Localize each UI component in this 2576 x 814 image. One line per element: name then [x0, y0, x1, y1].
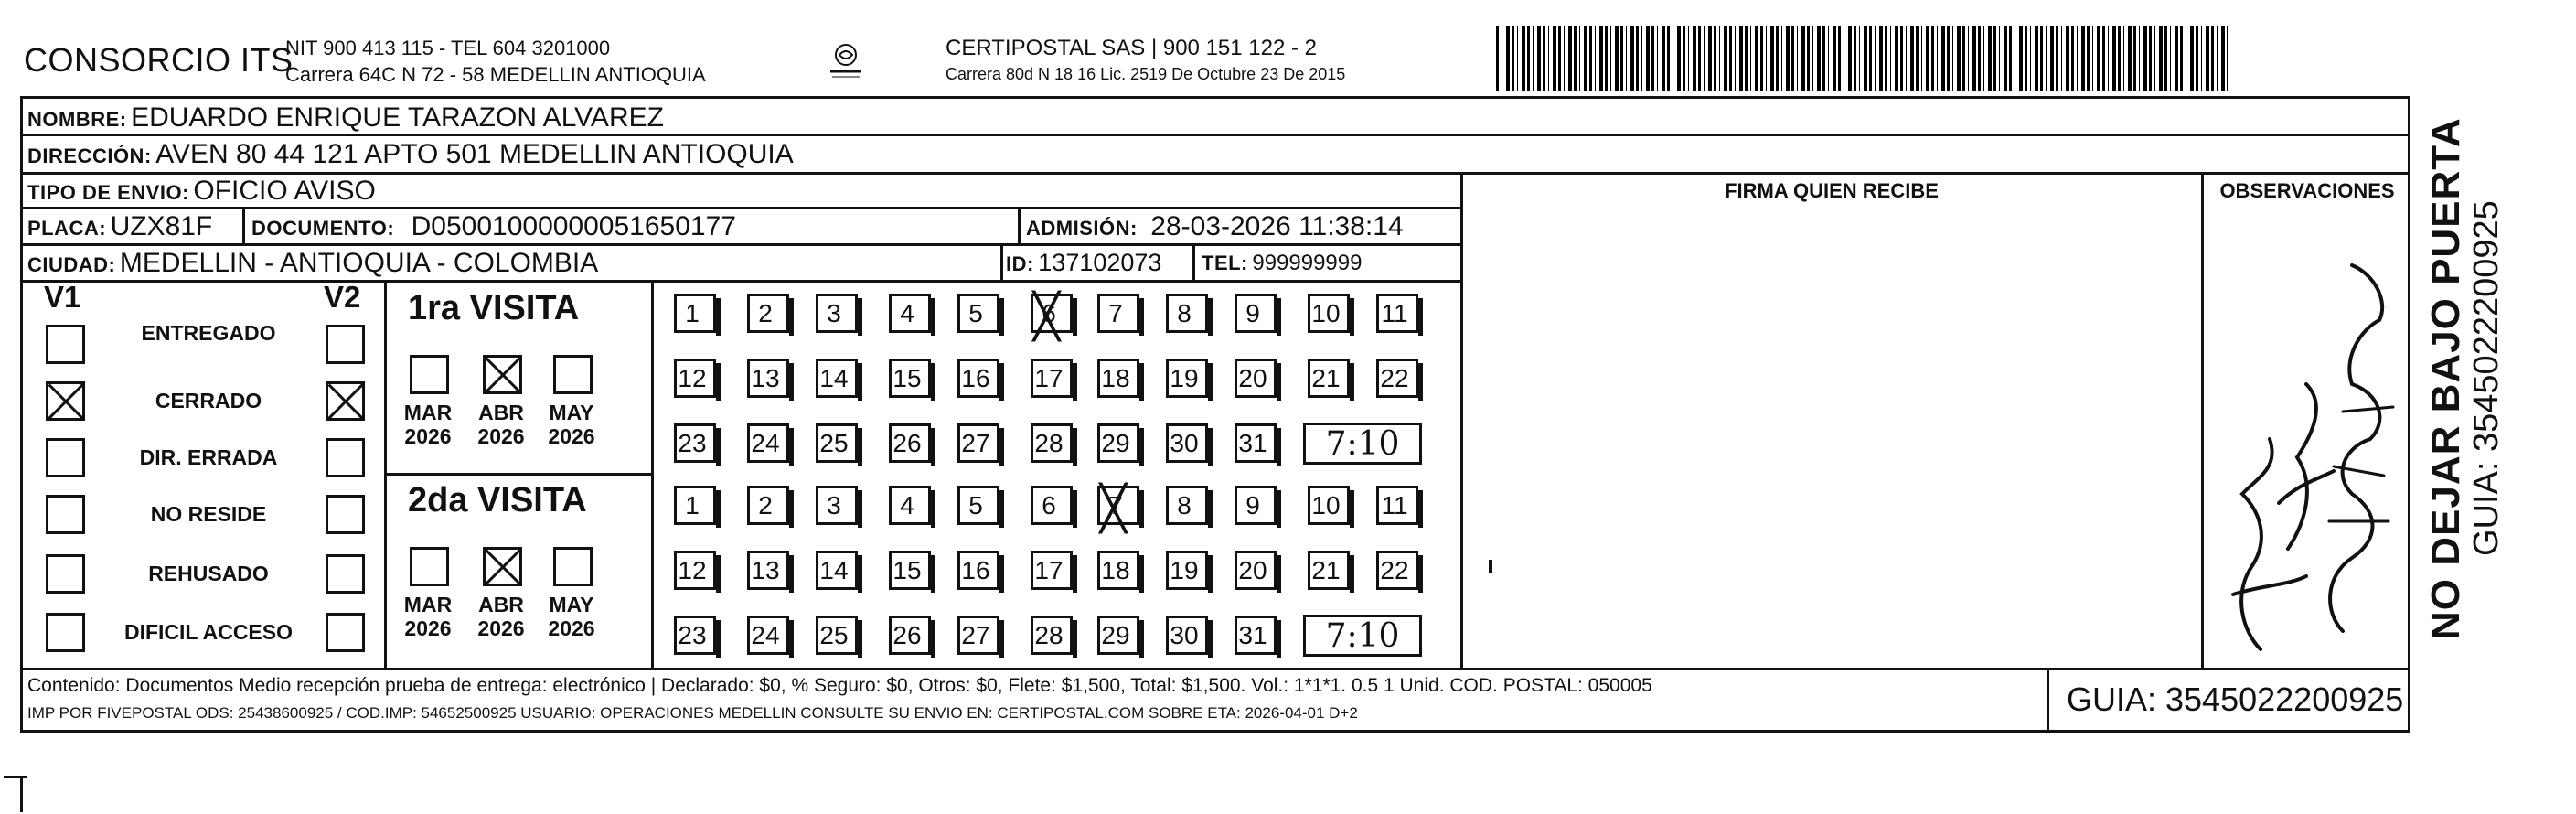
day-box[interactable]: 4 [889, 294, 931, 333]
day-box[interactable]: 31 [1235, 616, 1277, 655]
day-box[interactable]: 8 [1166, 294, 1208, 333]
id-row [1006, 249, 1161, 277]
v2-checkbox[interactable] [326, 613, 365, 652]
month-name: ABR [478, 593, 524, 616]
day-box[interactable]: 23 [674, 616, 716, 655]
day-box[interactable]: 28 [1031, 423, 1073, 463]
nombre-label: NOMBRE: [27, 108, 127, 131]
day-box[interactable]: 8 [1166, 486, 1208, 525]
day-box[interactable]: 22 [1376, 551, 1418, 590]
documento-label: DOCUMENTO: [251, 217, 395, 240]
month-name: ABR [478, 401, 524, 424]
v1-checkbox[interactable] [46, 381, 85, 421]
month-name: MAR [403, 593, 453, 616]
month-year: 2026 [477, 424, 525, 448]
day-box[interactable]: 14 [816, 359, 858, 398]
month-checkbox[interactable] [553, 355, 593, 394]
status-label: CERRADO [155, 389, 262, 412]
tel-value: 999999999 [1252, 251, 1363, 275]
day-box[interactable]: ╳ 6 [1031, 294, 1073, 333]
day-box[interactable]: 20 [1235, 359, 1277, 398]
v2-checkbox[interactable] [326, 554, 365, 594]
admision-value: 28-03-2026 11:38:14 [1150, 211, 1404, 241]
month-year: 2026 [548, 616, 595, 640]
month-year: 2026 [548, 424, 595, 448]
day-box[interactable]: 18 [1097, 551, 1139, 590]
day-box[interactable]: 17 [1031, 551, 1073, 590]
tel-label: TEL: [1202, 252, 1248, 274]
side-guia: GUIA: 3545022200925 [2467, 200, 2506, 556]
tipo-value: OFICIO AVISO [193, 176, 376, 206]
day-box[interactable]: 29 [1097, 616, 1139, 655]
status-label: DIR. ERRADA [139, 445, 278, 469]
month-checkbox[interactable] [483, 355, 522, 394]
carrier-line: CERTIPOSTAL SAS | 900 151 122 - 2 [946, 36, 1317, 60]
day-box[interactable]: 13 [747, 359, 789, 398]
month-label [401, 401, 455, 448]
month-label [544, 593, 599, 640]
v1-checkbox[interactable] [46, 438, 85, 477]
contenido-text: Contenido: Documentos Medio recepción prueba de entrega: electrónico | Declarado: $0, % Seguro: $0, Otros: $0, Flete: $1,500, Total: $1,500. Vol.: 1*1*1. 0.5 1 Unid. COD. POSTAL: 050005 [27, 675, 1652, 696]
status-label: DIFICIL ACCESO [123, 620, 293, 644]
admision-label: ADMISIÓN: [1026, 217, 1138, 240]
day-box[interactable]: ╳ 7 [1097, 486, 1139, 525]
v1-checkbox[interactable] [46, 554, 85, 594]
ciudad-row [27, 248, 598, 279]
day-box[interactable]: 26 [889, 616, 931, 655]
nombre-row [27, 102, 664, 134]
v1-checkbox[interactable] [46, 495, 85, 534]
firma-header: FIRMA QUIEN RECIBE [1725, 179, 1939, 202]
day-box[interactable]: 7 [1097, 294, 1139, 333]
day-box[interactable]: 11 [1376, 486, 1418, 525]
month-label [474, 401, 529, 448]
v1-header: V1 [44, 280, 81, 314]
day-box[interactable]: 26 [889, 423, 931, 463]
month-checkbox[interactable] [553, 547, 593, 586]
day-box[interactable]: 27 [957, 423, 999, 463]
v2-checkbox[interactable] [326, 325, 365, 364]
placa-value: UZX81F [110, 211, 213, 241]
month-year: 2026 [404, 424, 452, 448]
v2-checkbox[interactable] [326, 438, 365, 477]
day-box[interactable]: 25 [816, 423, 858, 463]
barcode [1496, 26, 2228, 91]
footer-guia: GUIA: 3545022200925 [2067, 680, 2404, 718]
month-label [474, 593, 529, 640]
status-label: ENTREGADO [141, 321, 276, 345]
day-box[interactable]: 13 [747, 551, 789, 590]
company-info [285, 35, 706, 88]
day-box[interactable]: 24 [747, 616, 789, 655]
tel-row [1202, 251, 1362, 276]
placa-label: PLACA: [27, 217, 107, 240]
nit-line: NIT 900 413 115 - TEL 604 3201000 [285, 37, 611, 59]
visit-title: 2da VISITA [408, 481, 587, 519]
day-box[interactable]: 6 [1031, 486, 1073, 525]
nombre-value: EDUARDO ENRIQUE TARAZON ALVAREZ [131, 102, 664, 133]
documento-value: D05001000000051650177 [411, 211, 736, 241]
day-box[interactable]: 1 [674, 294, 716, 333]
day-box[interactable]: 28 [1031, 616, 1073, 655]
id-label: ID: [1006, 252, 1034, 275]
day-box[interactable]: 2 [747, 486, 789, 525]
day-box[interactable]: 16 [957, 359, 999, 398]
visit-time: 7:10 [1303, 423, 1422, 465]
stray-mark [1489, 560, 1492, 573]
month-name: MAR [403, 401, 453, 424]
month-checkbox[interactable] [483, 547, 522, 586]
month-name: MAY [549, 593, 594, 616]
tipo-row [27, 176, 376, 207]
day-box[interactable]: 4 [889, 486, 931, 525]
month-year: 2026 [404, 616, 452, 640]
day-box[interactable]: 5 [957, 294, 999, 333]
day-box[interactable]: 16 [957, 551, 999, 590]
v2-header: V2 [324, 280, 361, 314]
day-box[interactable]: 27 [957, 616, 999, 655]
day-box[interactable]: 30 [1166, 423, 1208, 463]
day-box[interactable]: 3 [816, 294, 858, 333]
status-label: NO RESIDE [150, 502, 267, 526]
day-box[interactable]: 23 [674, 423, 716, 463]
visit-title: 1ra VISITA [408, 289, 580, 327]
month-label [401, 593, 455, 640]
ciudad-label: CIUDAD: [27, 253, 116, 276]
margin-mark [20, 776, 23, 812]
day-box[interactable]: 25 [816, 616, 858, 655]
carrier-info [946, 35, 1345, 88]
v1-checkbox[interactable] [46, 613, 85, 652]
carrier-address: Carrera 80d N 18 16 Lic. 2519 De Octubre 23 De 2015 [946, 65, 1346, 83]
ciudad-value: MEDELLIN - ANTIOQUIA - COLOMBIA [119, 248, 599, 278]
day-box[interactable]: 3 [816, 486, 858, 525]
day-box[interactable]: 15 [889, 551, 931, 590]
visit-time: 7:10 [1303, 615, 1422, 657]
day-box[interactable]: 31 [1235, 423, 1277, 463]
tipo-label: TIPO DE ENVIO: [27, 181, 189, 204]
no-dejar-warning: NO DEJAR BAJO PUERTA [2423, 117, 2468, 640]
day-box[interactable]: 17 [1031, 359, 1073, 398]
admision-row [1026, 211, 1404, 242]
month-label [544, 401, 599, 448]
day-box[interactable]: 30 [1166, 616, 1208, 655]
day-box[interactable]: 20 [1235, 551, 1277, 590]
month-name: MAY [549, 401, 594, 424]
day-box[interactable]: 2 [747, 294, 789, 333]
v1-checkbox[interactable] [46, 325, 85, 364]
day-box[interactable]: 9 [1235, 294, 1277, 333]
day-box[interactable]: 21 [1308, 551, 1350, 590]
day-box[interactable]: 5 [957, 486, 999, 525]
v2-checkbox[interactable] [326, 381, 365, 421]
day-box[interactable]: 15 [889, 359, 931, 398]
placa-row [27, 211, 212, 242]
company-address: Carrera 64C N 72 - 58 MEDELLIN ANTIOQUIA [285, 63, 706, 86]
day-box[interactable]: 1 [674, 486, 716, 525]
handwritten-note [2206, 247, 2407, 664]
id-value: 137102073 [1038, 249, 1162, 276]
imp-text: IMP POR FIVEPOSTAL ODS: 25438600925 / COD.IMP: 54652500925 USUARIO: OPERACIONES MEDELLIN CONSULTE SU ENVIO EN: CERTIPOSTAL.COM SOBRE ETA: 2026-04-01 D+2 [27, 704, 1358, 722]
day-box[interactable]: 24 [747, 423, 789, 463]
documento-row [251, 211, 736, 242]
company-name: CONSORCIO ITS [24, 41, 294, 79]
day-box[interactable]: 18 [1097, 359, 1139, 398]
day-box[interactable]: 22 [1376, 359, 1418, 398]
day-box[interactable]: 12 [674, 551, 716, 590]
day-box[interactable]: 19 [1166, 551, 1208, 590]
month-year: 2026 [477, 616, 525, 640]
direccion-value: AVEN 80 44 121 APTO 501 MEDELLIN ANTIOQUIA [155, 139, 794, 169]
direccion-row [27, 139, 794, 170]
direccion-label: DIRECCIÓN: [27, 145, 152, 167]
day-box[interactable]: 19 [1166, 359, 1208, 398]
day-box[interactable]: 10 [1308, 294, 1350, 333]
margin-mark [4, 776, 27, 778]
certipostal-seal-icon [823, 37, 869, 82]
day-box[interactable]: 12 [674, 359, 716, 398]
day-box[interactable]: 9 [1235, 486, 1277, 525]
observaciones-header: OBSERVACIONES [2219, 179, 2395, 202]
status-label: REHUSADO [148, 562, 269, 585]
day-box[interactable]: 10 [1308, 486, 1350, 525]
day-box[interactable]: 21 [1308, 359, 1350, 398]
day-box[interactable]: 29 [1097, 423, 1139, 463]
day-box[interactable]: 14 [816, 551, 858, 590]
day-box[interactable]: 11 [1376, 294, 1418, 333]
month-checkbox[interactable] [410, 547, 449, 586]
month-checkbox[interactable] [410, 355, 449, 394]
v2-checkbox[interactable] [326, 495, 365, 534]
